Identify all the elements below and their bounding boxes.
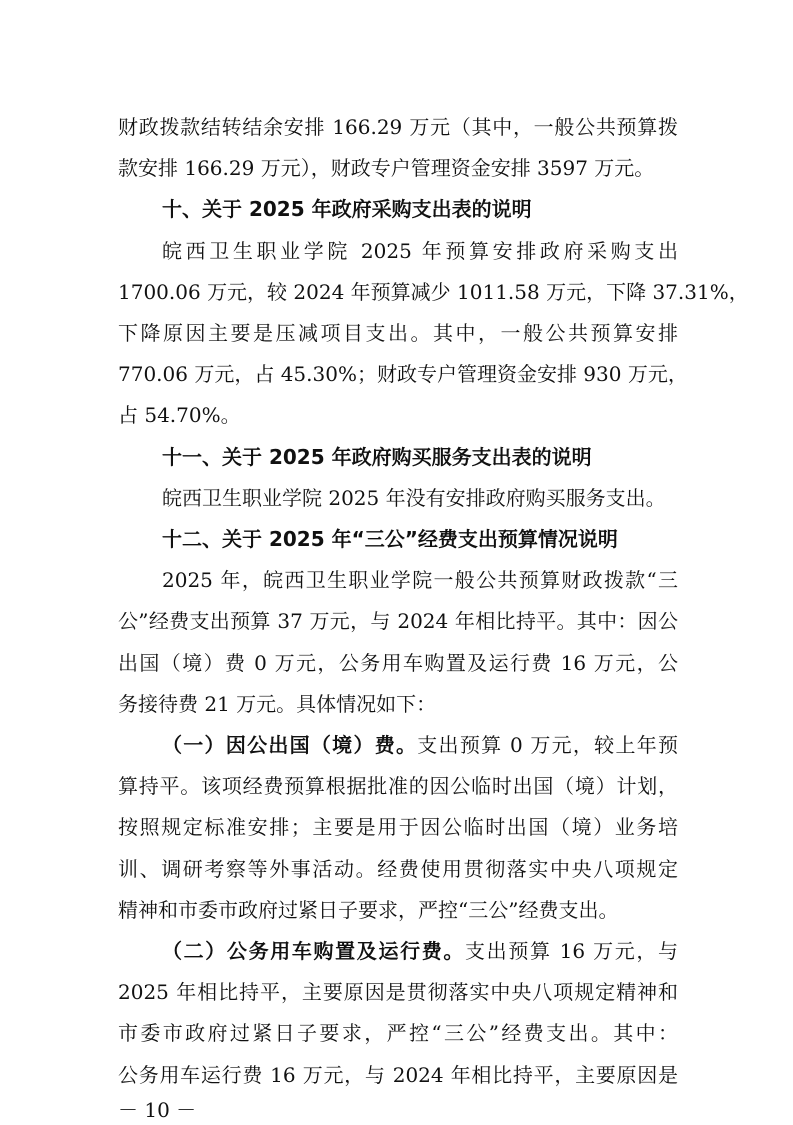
paragraph-line: 1700.06 万元，较 2024 年预算减少 1011.58 万元，下降 37.31%， <box>118 279 749 304</box>
paragraph-line: 占 54.70%。 <box>118 403 241 428</box>
section-heading-11: 十一、关于 2025 年政府购买服务支出表的说明 <box>162 444 592 469</box>
section-heading-12: 十二、关于 2025 年“三公”经费支出预算情况说明 <box>162 527 618 551</box>
subsection-text-2: 支出预算 16 万元，与 <box>465 939 678 963</box>
paragraph-line: 公务用车运行费 16 万元，与 2024 年相比持平，主要原因是 <box>118 1062 678 1087</box>
paragraph-line: 2025 年相比持平，主要原因是贯彻落实中央八项规定精神和 <box>118 980 678 1005</box>
subsection-line-2 <box>162 936 678 966</box>
paragraph-line: 770.06 万元，占 45.30%；财政专户管理资金安排 930 万元， <box>118 362 688 387</box>
paragraph-line: 皖西卫生职业学院 2025 年没有安排政府购买服务支出。 <box>162 485 666 510</box>
page-number: － 10 － <box>118 1097 197 1122</box>
paragraph-line: 2025 年，皖西卫生职业学院一般公共预算财政拨款“三 <box>162 568 678 593</box>
subsection-line-1 <box>162 730 678 760</box>
paragraph-line: 算持平。该项经费预算根据批准的因公临时出国（境）计划， <box>118 774 678 799</box>
paragraph-line: 精神和市委市政府过紧日子要求，严控“三公”经费支出。 <box>118 897 619 922</box>
paragraph-line: 出国（境）费 0 万元，公务用车购置及运行费 16 万元，公 <box>118 650 678 675</box>
paragraph-line: 按照规定标准安排；主要是用于因公临时出国（境）业务培 <box>118 815 678 840</box>
paragraph-line: 公”经费支出预算 37 万元，与 2024 年相比持平。其中：因公 <box>118 609 678 634</box>
paragraph-line: 务接待费 21 万元。具体情况如下： <box>118 691 437 716</box>
paragraph-line: 皖西卫生职业学院 2025 年预算安排政府采购支出 <box>162 238 678 263</box>
subsection-text-1: 支出预算 0 万元，较上年预 <box>417 733 678 757</box>
paragraph-line: 下降原因主要是压减项目支出。其中，一般公共预算安排 <box>118 321 678 345</box>
subsection-title-2: （二）公务用车购置及运行费。 <box>162 939 466 963</box>
paragraph-line: 财政拨款结转结余安排 166.29 万元（其中，一般公共预算拨 <box>118 115 678 139</box>
section-heading-10: 十、关于 2025 年政府采购支出表的说明 <box>162 197 532 222</box>
paragraph-line: 款安排 166.29 万元），财政专户管理资金安排 3597 万元。 <box>118 156 655 181</box>
paragraph-line: 市委市政府过紧日子要求，严控“三公”经费支出。其中： <box>118 1021 678 1046</box>
subsection-title-1: （一）因公出国（境）费。 <box>162 733 418 757</box>
paragraph-line: 训、调研考察等外事活动。经费使用贯彻落实中央八项规定 <box>118 856 678 881</box>
